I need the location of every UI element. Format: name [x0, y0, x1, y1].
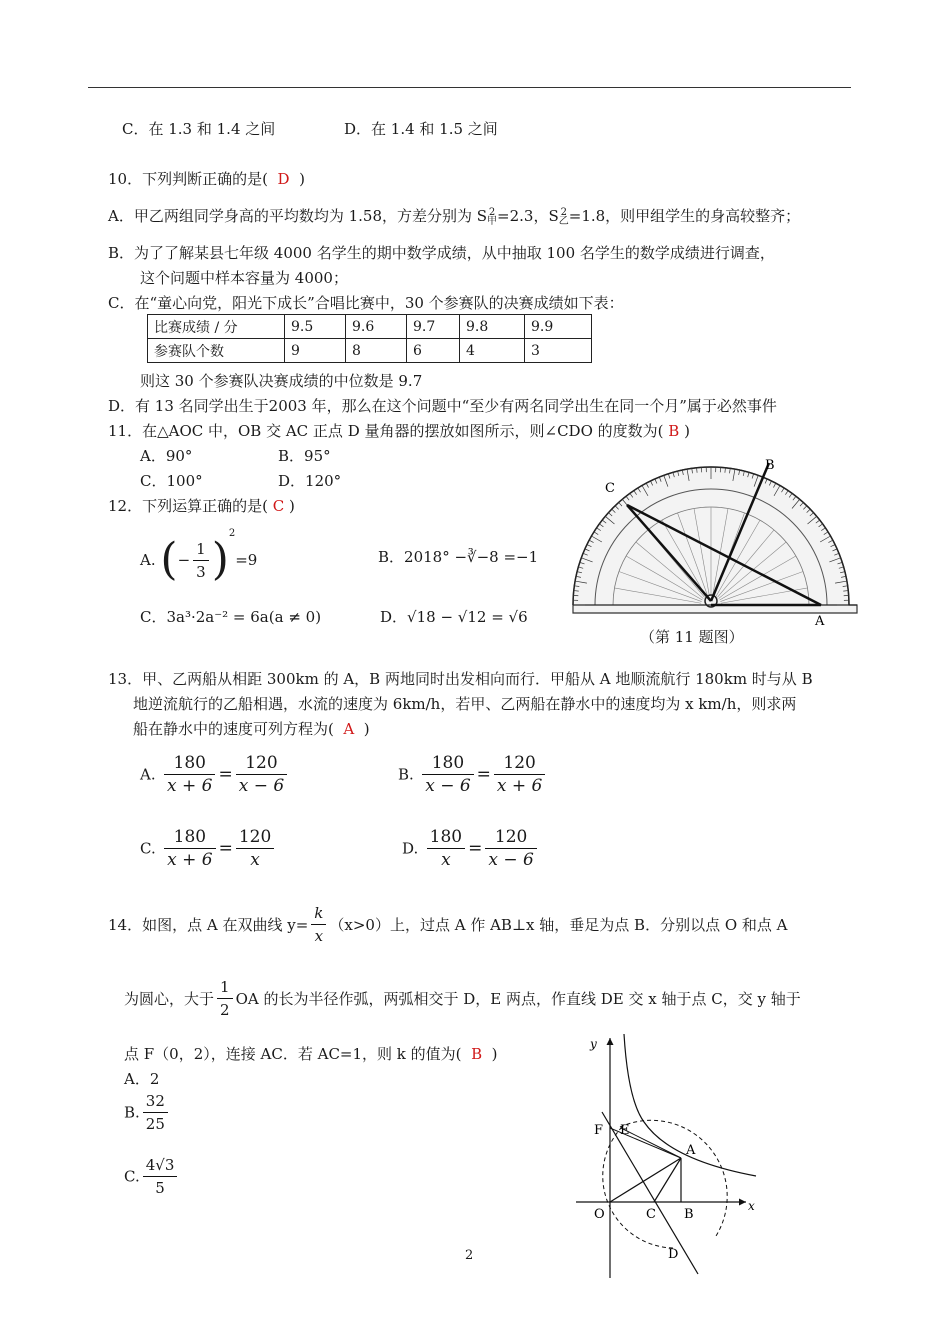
q13-option-b: B. $\frac{180}{x - 6}$ = $\frac{120}{x + 6}$	[398, 752, 548, 797]
label-e: E	[620, 1123, 630, 1138]
q14-option-c: C. $\frac{4√3}{5}$	[124, 1154, 180, 1199]
q9-option-c: C．在 1.3 和 1.4 之间	[122, 120, 276, 138]
table-row	[148, 315, 592, 339]
q12-option-a: A. (− $\frac{1}{3}$ )$^2$=9	[140, 528, 258, 585]
table-cell: 9.5	[285, 315, 346, 339]
label-a: A	[815, 614, 825, 629]
arc-from-o	[620, 1120, 727, 1236]
segment-ac	[654, 1158, 681, 1202]
table-row	[148, 339, 592, 363]
label-x: x	[748, 1199, 755, 1213]
table-cell: 4	[460, 339, 525, 363]
q12-answer: C	[272, 497, 285, 515]
q13-option-c: C. $\frac{180}{x + 6}$ = $\frac{120}{x}$	[140, 826, 277, 871]
q11-option-d: D．120°	[278, 472, 342, 490]
q10-option-d: D．有 13 名同学出生于2003 年，那么在这个问题中“至少有两名同学出生在同一个月”属于必然事件	[108, 397, 777, 415]
table-cell: 6	[407, 339, 460, 363]
q10-option-a: A．甲乙两组同学身高的平均数均为 1.58，方差分别为 S 2 甲=2.3，S 2 乙=1.8，则甲组学生的身高较整齐；	[108, 207, 801, 227]
label-y: y	[590, 1037, 597, 1051]
q10-option-b-line1: B．为了了解某县七年级 4000 名学生的期中数学成绩，从中抽取 100 名学生的数学成绩进行调查，	[108, 244, 775, 262]
table-cell: 9	[285, 339, 346, 363]
table-cell: 8	[346, 339, 407, 363]
q10-option-c-line2: 则这 30 个参赛队决赛成绩的中位数是 9.7	[140, 372, 423, 390]
line-de	[602, 1112, 698, 1274]
table-cell: 9.6	[346, 315, 407, 339]
fraction: $\frac{1}{3}$	[193, 538, 209, 583]
label-b: B	[684, 1207, 694, 1222]
header-rule	[88, 87, 851, 88]
q13-line3: 船在静水中的速度可列方程为( A )	[133, 720, 370, 738]
q12-stem: 12．下列运算正确的是( C )	[108, 497, 295, 515]
q11-stem: 11．在△AOC 中，OB 交 AC 正点 D 量角器的摆放如图所示，则∠CDO 的度数为( B )	[108, 422, 690, 440]
q12-option-c: C．3a³·2a⁻² = 6a(a ≠ 0)	[140, 608, 322, 626]
q13-option-a: A. $\frac{180}{x + 6}$ = $\frac{120}{x - 6}$	[140, 752, 290, 797]
q11-answer: B	[668, 422, 680, 440]
q14-line1: 14．如图，点 A 在双曲线 y= $\frac{k}{x}$ （x>0）上，过点 A 作 AB⊥x 轴，垂足为点 B．分别以点 O 和点 A	[108, 904, 788, 945]
segment-oa	[610, 1158, 681, 1202]
q10-answer: D	[277, 170, 290, 188]
q13-line1: 13．甲、乙两船从相距 300km 的 A，B 两地同时出发相向而行．甲船从 A 地顺流航行 180km 时与从 B	[108, 670, 813, 688]
page-number: 2	[465, 1248, 474, 1263]
segment-ea	[621, 1128, 681, 1158]
label-c: C	[605, 481, 615, 496]
label-c: C	[646, 1207, 656, 1222]
q10-option-b-line2: 这个问题中样本容量为 4000；	[140, 269, 348, 287]
q11-option-c: C．100°	[140, 472, 203, 490]
label-b: B	[765, 458, 775, 473]
table-cell: 3	[525, 339, 592, 363]
table-cell: 9.7	[407, 315, 460, 339]
q14-option-a: A．2	[124, 1070, 160, 1088]
label-a: A	[686, 1143, 696, 1158]
table-cell: 参赛队个数	[148, 339, 285, 363]
q12-option-b: B．2018° −∛−8 =−1	[378, 548, 539, 566]
q14-answer: B	[471, 1045, 483, 1063]
label-f: F	[594, 1123, 604, 1138]
q14-line3: 点 F（0，2），连接 AC．若 AC=1，则 k 的值为( B )	[124, 1045, 498, 1063]
q14-option-b: B. $\frac{32}{25}$	[124, 1090, 171, 1135]
q11-option-b: B．95°	[278, 447, 331, 465]
q13-line2: 地逆流航行的乙船相遇，水流的速度为 6km/h，若甲、乙两船在静水中的速度均为 x km/h，则求两	[133, 695, 797, 713]
q9-option-d: D．在 1.4 和 1.5 之间	[344, 120, 498, 138]
hyperbola-figure	[570, 1030, 770, 1285]
q12-option-d: D．√18 − √12 = √6	[380, 608, 528, 626]
q13-option-d: D. $\frac{180}{x}$ = $\frac{120}{x - 6}$	[402, 826, 540, 871]
q10-option-c-line1: C．在“童心向党，阳光下成长”合唱比赛中，30 个参赛队的决赛成绩如下表：	[108, 294, 624, 312]
score-table	[147, 314, 592, 363]
q11-figure-caption: （第 11 题图）	[640, 628, 744, 646]
q13-answer: A	[343, 720, 355, 738]
table-cell: 比赛成绩 / 分	[148, 315, 285, 339]
protractor-figure	[565, 455, 865, 630]
q11-option-a: A．90°	[140, 447, 193, 465]
table-cell: 9.9	[525, 315, 592, 339]
table-cell: 9.8	[460, 315, 525, 339]
label-d: D	[668, 1247, 679, 1262]
label-o: O	[594, 1207, 605, 1222]
q14-line2: 为圆心，大于 $\frac{1}{2}$ OA 的长为半径作弧，两弧相交于 D，E 两点，作直线 DE 交 x 轴于点 C，交 y 轴于	[124, 978, 801, 1019]
q10-stem: 10．下列判断正确的是( D )	[108, 170, 305, 188]
